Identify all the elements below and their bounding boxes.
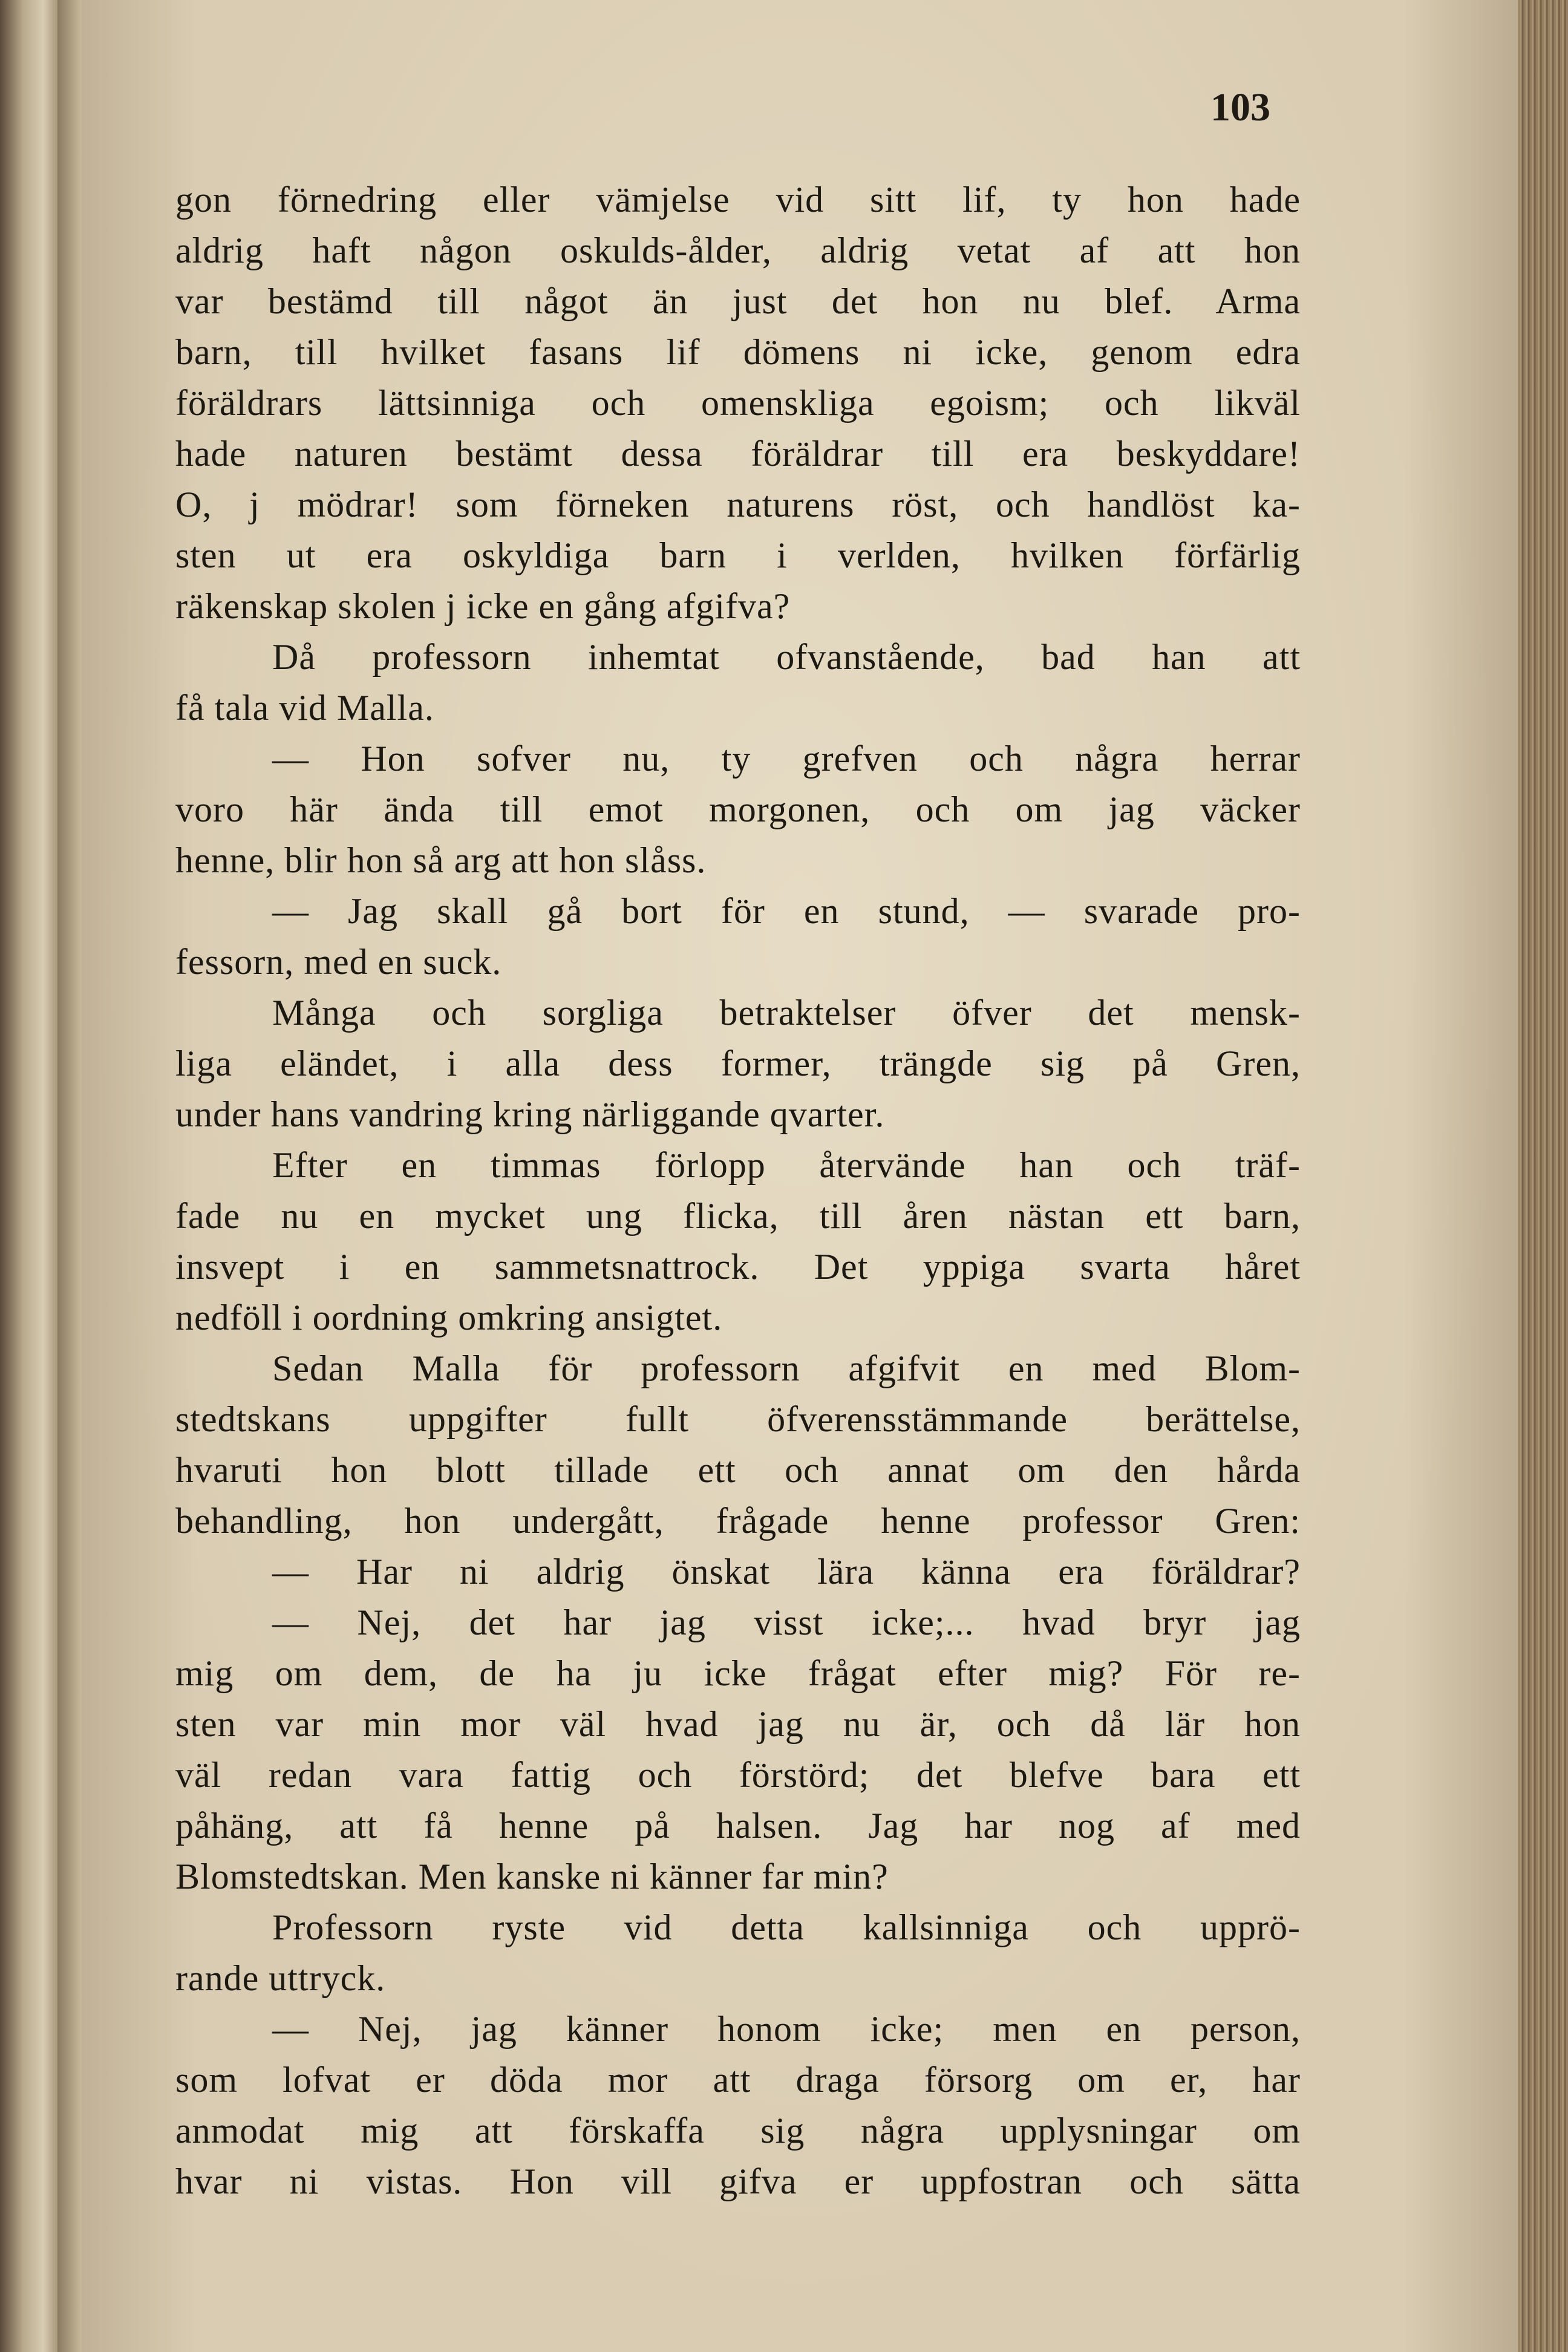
- text-line: Många och sorgliga betraktelser öfver det mensk-: [272, 993, 1301, 1033]
- text-line: hvar ni vistas. Hon vill gifva er uppfostran och sätta: [175, 2161, 1301, 2201]
- text-line: väl redan vara fattig och förstörd; det blefve bara ett: [175, 1755, 1301, 1795]
- text-line: Då professorn inhemtat ofvanstående, bad han att: [272, 637, 1301, 677]
- text-line: föräldrars lättsinniga och omenskliga egoism; och likväl: [175, 383, 1301, 423]
- text-line: barn, till hvilket fasans lif dömens ni icke, genom edra: [175, 332, 1301, 372]
- text-line: sten ut era oskyldiga barn i verlden, hvilken förfärlig: [175, 535, 1301, 575]
- text-line: — Har ni aldrig önskat lära känna era föräldrar?: [272, 1552, 1301, 1592]
- text-line: rande uttryck.: [175, 1958, 386, 1998]
- text-line: hvaruti hon blott tillade ett och annat om den hårda: [175, 1450, 1301, 1490]
- text-line: O, j mödrar! som förneken naturens röst, och handlöst ka-: [175, 485, 1301, 524]
- text-line: sten var min mor väl hvad jag nu är, och då lär hon: [175, 1704, 1301, 1744]
- text-line: räkenskap skolen j icke en gång afgifva?: [175, 586, 791, 626]
- text-line: Sedan Malla för professorn afgifvit en med Blom-: [272, 1348, 1301, 1388]
- left-page-edge: [0, 0, 57, 2352]
- text-line: påhäng, att få henne på halsen. Jag har nog af med: [175, 1806, 1301, 1846]
- text-line: stedtskans uppgifter fullt öfverensstämmande berättelse,: [175, 1399, 1301, 1439]
- text-line: fessorn, med en suck.: [175, 942, 502, 982]
- text-line: nedföll i oordning omkring ansigtet.: [175, 1298, 723, 1338]
- text-line: — Hon sofver nu, ty grefven och några herrar: [272, 739, 1301, 779]
- text-line: få tala vid Malla.: [175, 688, 434, 728]
- text-line: Blomstedtskan. Men kanske ni känner far min?: [175, 1857, 889, 1896]
- text-line: voro här ända till emot morgonen, och om jag väcker: [175, 789, 1301, 829]
- text-line: hade naturen bestämt dessa föräldrar till era beskyddare!: [175, 434, 1301, 474]
- text-line: fade nu en mycket ung flicka, till åren nästan ett barn,: [175, 1196, 1301, 1236]
- text-line: Professorn ryste vid detta kallsinniga och upprö-: [272, 1907, 1301, 1947]
- text-line: — Jag skall gå bort för en stund, — svarade pro-: [272, 891, 1301, 931]
- text-line: henne, blir hon så arg att hon slåss.: [175, 840, 707, 880]
- page-stack-edge: [1518, 0, 1568, 2352]
- text-line: mig om dem, de ha ju icke frågat efter mig? För re-: [175, 1653, 1301, 1693]
- text-line: Efter en timmas förlopp återvände han och träf-: [272, 1145, 1301, 1185]
- text-line: behandling, hon undergått, frågade henne professor Gren:: [175, 1501, 1301, 1541]
- text-line: — Nej, jag känner honom icke; men en person,: [272, 2009, 1301, 2049]
- text-line: under hans vandring kring närliggande qvarter.: [175, 1094, 885, 1134]
- book-gutter: [57, 0, 82, 2352]
- text-line: var bestämd till något än just det hon nu blef. Arma: [175, 281, 1301, 321]
- text-line: liga eländet, i alla dess former, trängde sig på Gren,: [175, 1044, 1301, 1083]
- text-line: insvept i en sammetsnattrock. Det yppiga svarta håret: [175, 1247, 1301, 1287]
- text-line: gon förnedring eller vämjelse vid sitt lif, ty hon hade: [175, 180, 1301, 220]
- text-line: aldrig haft någon oskulds-ålder, aldrig vetat af att hon: [175, 230, 1301, 270]
- page-number: 103: [1210, 85, 1270, 129]
- text-line: — Nej, det har jag visst icke;... hvad bryr jag: [272, 1602, 1301, 1642]
- text-line: anmodat mig att förskaffa sig några upplysningar om: [175, 2111, 1301, 2151]
- text-line: som lofvat er döda mor att draga försorg om er, har: [175, 2060, 1301, 2100]
